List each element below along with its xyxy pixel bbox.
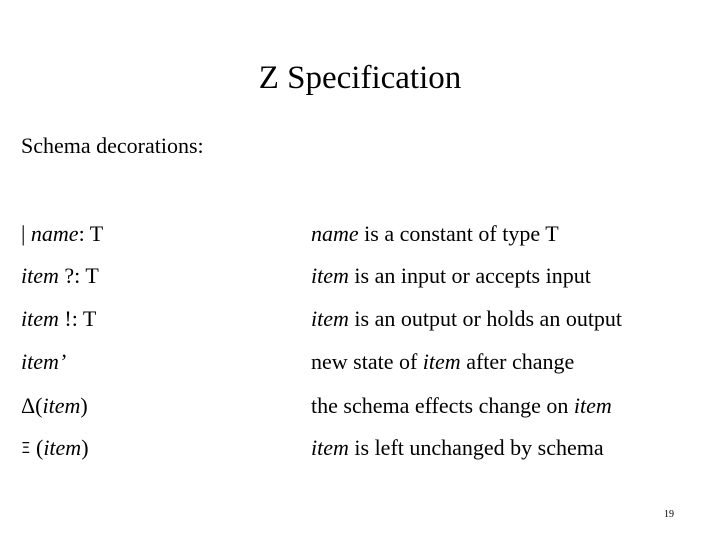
decoration-row-xi — [0, 433, 720, 463]
desc-italic: item — [311, 435, 349, 460]
decoration-term — [21, 219, 103, 249]
decoration-description — [311, 304, 622, 334]
decoration-row-input — [0, 261, 720, 291]
term-suffix: ) — [80, 393, 88, 418]
decoration-description — [311, 433, 604, 463]
decoration-description — [311, 261, 591, 291]
decoration-term — [21, 433, 89, 465]
decoration-term — [21, 347, 66, 377]
xi-symbol: Ξ — [21, 439, 31, 457]
term-italic: item — [42, 393, 81, 418]
term-italic: item’ — [21, 349, 67, 374]
decoration-row-output — [0, 304, 720, 334]
decoration-term — [21, 261, 99, 291]
term-suffix: !: T — [58, 306, 97, 331]
decoration-description — [311, 219, 559, 249]
decoration-term — [21, 304, 96, 334]
term-italic: item — [43, 435, 82, 460]
decoration-description — [311, 347, 574, 377]
desc-prefix: the schema effects change on — [311, 393, 574, 418]
desc-suffix: is a constant of type T — [358, 221, 559, 246]
term-italic: name — [30, 221, 79, 246]
decoration-term — [21, 391, 88, 421]
term-italic: item — [21, 306, 59, 331]
term-suffix: : T — [78, 221, 104, 246]
desc-suffix: after change — [460, 349, 575, 374]
term-prefix: | — [21, 221, 31, 246]
desc-suffix: is an input or accepts input — [348, 263, 591, 288]
schema-decorations-heading: Schema decorations: — [21, 133, 204, 158]
desc-suffix: is an output or holds an output — [348, 306, 623, 331]
desc-suffix: is left unchanged by schema — [348, 435, 604, 460]
term-suffix: ?: T — [58, 263, 99, 288]
page-number: 19 — [664, 509, 674, 520]
decoration-description — [311, 391, 612, 421]
decoration-row-new-state — [0, 347, 720, 377]
term-suffix: ) — [81, 435, 89, 460]
decoration-row-delta — [0, 391, 720, 421]
term-prefix: ( — [30, 435, 44, 460]
desc-italic: item — [573, 393, 612, 418]
term-italic: item — [21, 263, 59, 288]
term-prefix: Δ( — [21, 393, 43, 418]
desc-italic: name — [311, 221, 359, 246]
desc-italic: item — [311, 306, 349, 331]
desc-prefix: new state of — [311, 349, 423, 374]
desc-italic: item — [422, 349, 461, 374]
slide-title: Z Specification — [258, 60, 462, 96]
decoration-row-constant — [0, 219, 720, 249]
desc-italic: item — [311, 263, 349, 288]
